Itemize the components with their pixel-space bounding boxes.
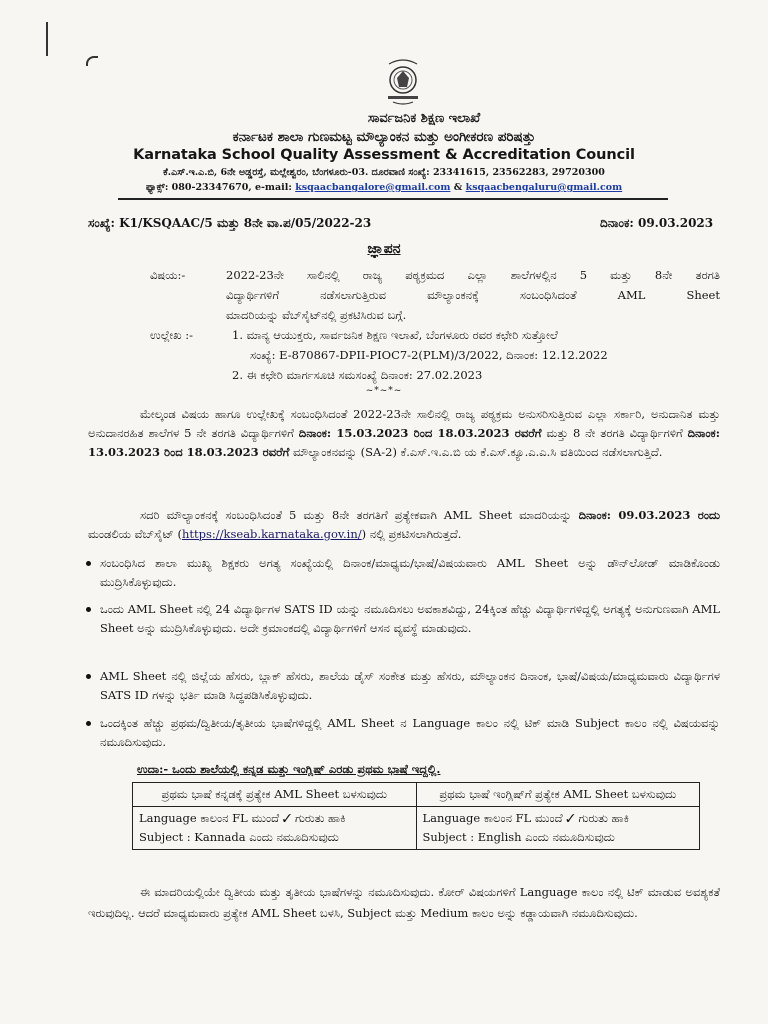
closing-paragraph: ಈ ಮಾದರಿಯಲ್ಲಿಯೇ ದ್ವಿತೀಯ ಮತ್ತು ತೃತೀಯ ಭಾಷೆಗಳನ್ನು ನಮೂದಿಸುವುದು. ಕೋರ್ ವಿಷಯಗಳಿಗೆ Language ಕಾಲಂ ನಲ್ಲಿ ಟಿಕ್ ಮಾಡುವ ಅವಶ್ಯಕತೆ ಇರುವುದಿಲ್ಲ. ಆದರೆ ಮಾಧ್ಯಮವಾರು ಪ್ರತ್ಯೇಕ AML Sheet ಬಳಸಿ, Subject ಮತ್ತು Medium ಕಾಲಂ ಅನ್ನು ಕಡ್ಡಾಯವಾಗಿ ನಮೂದಿಸುವುದು. xyxy=(88,885,720,920)
binder-mark xyxy=(46,22,48,56)
bullet-text: AML Sheet ನಲ್ಲಿ ಜಿಲ್ಲೆಯ ಹೆಸರು, ಬ್ಲಾಕ್ ಹೆಸರು, ಶಾಲೆಯ ಡೈಸ್ ಸಂಕೇತ ಮತ್ತು ಹೆಸರು, ಮೌಲ್ಯಾಂಕನ ದಿನಾಂಕ, ಭಾಷೆ/ವಿಷಯ/ಮಾಧ್ಯಮವಾರು ವಿದ್ಯಾರ್ಥಿಗಳ SATS ID ಗಳನ್ನು ಭರ್ತಿ ಮಾಡಿ ಸಿದ್ಧಪಡಿಸಿಕೊಳ್ಳುವುದು. xyxy=(100,669,720,702)
para1-text-2: ಮತ್ತು 8 ನೇ ತರಗತಿ ವಿದ್ಯಾರ್ಥಿಗಳಿಗೆ xyxy=(541,426,688,440)
cell-line: Language ಕಾಲಂನ FL ಮುಂದೆ ✓ ಗುರುತು ಹಾಕಿ xyxy=(139,811,346,825)
reference-item-1-number: ಸಂಖ್ಯೆ: E-870867-DPII-PIOC7-2(PLM)/3/2022, ದಿನಾಂಕ: 12.12.2022 xyxy=(250,348,608,362)
para2-text-3: ) ನಲ್ಲಿ ಪ್ರಕಟಿಸಲಾಗಿರುತ್ತದೆ. xyxy=(361,527,462,541)
subject-line-1: 2022-23ನೇ ಸಾಲಿನಲ್ಲಿ ರಾಜ್ಯ ಪಠ್ಯಕ್ರಮದ ಎಲ್ಲಾ ಶಾಲೆಗಳಲ್ಲಿನ 5 ಮತ್ತು 8ನೇ ತರಗತಿ xyxy=(226,268,720,282)
bullet-text: ಒಂದು AML Sheet ನಲ್ಲಿ 24 ವಿದ್ಯಾರ್ಥಿಗಳ SATS ID ಯನ್ನು ನಮೂದಿಸಲು ಅವಕಾಶವಿದ್ದು, 24ಕ್ಕಿಂತ ಹೆಚ್ಚು ವಿದ್ಯಾರ್ಥಿಗಳಿದ್ದಲ್ಲಿ ಅಗತ್ಯಕ್ಕೆ ಅನುಗುಣವಾಗಿ AML Sheet ಅನ್ನು ಮುದ್ರಿಸಿಕೊಳ್ಳುವುದು. ಅದೇ ಕ್ರಮಾಂಕದಲ್ಲಿ ವಿದ್ಯಾರ್ಥಿಗಳಿಗೆ ಆಸನ ವ್ಯವಸ್ಥೆ ಮಾಡುವುದು. xyxy=(100,602,720,635)
email-link-bangalore[interactable]: ksqaacbangalore@gmail.com xyxy=(295,182,451,193)
table-cell-kannada xyxy=(133,807,417,850)
separator: ~*~*~ xyxy=(365,386,403,396)
table-row xyxy=(133,783,700,807)
table-header-kannada: ಪ್ರಥಮ ಭಾಷೆ ಕನ್ನಡಕ್ಕೆ ಪ್ರತ್ಯೇಕ AML Sheet ಬಳಸುವುದು xyxy=(133,783,417,807)
para2-text-2: ಮಂಡಲಿಯ ವೆಬ್‌ಸೈಟ್ ( xyxy=(88,527,182,541)
document-date: ದಿನಾಂಕ: 09.03.2023 xyxy=(600,216,714,230)
council-name-kannada: ಕರ್ನಾಟಕ ಶಾಲಾ ಗುಣಮಟ್ಟ ಮೌಲ್ಯಾಂಕನ ಮತ್ತು ಅಂಗೀಕರಣ ಪರಿಷತ್ತು xyxy=(232,129,536,145)
subject-line-3: ಮಾದರಿಯನ್ನು ವೆಬ್‌ಸೈಟ್‌ನಲ್ಲಿ ಪ್ರಕಟಿಸಿರುವ ಬಗ್ಗೆ. xyxy=(226,308,407,322)
paragraph-website xyxy=(88,506,720,544)
subject-line-2: ವಿದ್ಯಾರ್ಥಿಗಳಿಗೆ ನಡೆಸಲಾಗುತ್ತಿರುವ ಮೌಲ್ಯಾಂಕನಕ್ಕೆ ಸಂಬಂಧಿಸಿದಂತೆ AML Sheet xyxy=(226,288,720,302)
para2-text-1: ಸದರಿ ಮೌಲ್ಯಾಂಕನಕ್ಕೆ ಸಂಬಂಧಿಸಿದಂತೆ 5 ಮತ್ತು 8ನೇ ತರಗತಿಗೆ ಪ್ರತ್ಯೇಕವಾಗಿ AML Sheet ಮಾದರಿಯನ್ನು xyxy=(140,508,579,522)
reference-number: ಸಂಖ್ಯೆ: K1/KSQAAC/5 ಮತ್ತು 8ನೇ ವಾ.ಪ/05/2022-23 xyxy=(88,216,372,230)
list-item xyxy=(100,714,720,752)
list-item xyxy=(100,554,720,592)
government-emblem-icon xyxy=(381,58,425,108)
scan-mark xyxy=(86,56,98,66)
ampersand: & xyxy=(450,182,466,193)
cell-line: Subject : Kannada ಎಂದು ನಮೂದಿಸುವುದು xyxy=(139,830,339,844)
council-address: ಕೆ.ಎಸ್.ಇ.ಎ.ಬಿ, 6ನೇ ಅಡ್ಡರಸ್ತೆ, ಮಲ್ಲೇಶ್ವರಂ, ಬೆಂಗಳೂರು-03. ದೂರವಾಣಿ ಸಂಖ್ಯೆ: 23341615, 23562283, 29720300 xyxy=(163,167,605,178)
bullet-text: ಸಂಬಂಧಿಸಿದ ಶಾಲಾ ಮುಖ್ಯ ಶಿಕ್ಷಕರು ಅಗತ್ಯ ಸಂಖ್ಯೆಯಲ್ಲಿ ದಿನಾಂಕ/ಮಾಧ್ಯಮ/ಭಾಷೆ/ವಿಷಯವಾರು AML Sheet ಅನ್ನು ಡೌನ್‌ಲೋಡ್ ಮಾಡಿಕೊಂಡು ಮುದ್ರಿಸಿಕೊಳ್ಳುವುದು. xyxy=(100,556,720,589)
bullet-dot xyxy=(86,721,91,726)
table-cell-english xyxy=(416,807,700,850)
table-header-english: ಪ್ರಥಮ ಭಾಷೆ ಇಂಗ್ಲಿಷ್‌ಗೆ ಪ್ರತ್ಯೇಕ AML Sheet ಬಳಸುವುದು xyxy=(416,783,700,807)
list-item xyxy=(100,667,720,705)
header-divider xyxy=(118,198,668,200)
para1-text-3: ಮೌಲ್ಯಾಂಕನವನ್ನು (SA-2) ಕೆ.ಎಸ್.ಇ.ಎ.ಬಿ ಯ ಕೆ.ಎಸ್.ಕ್ಯೂ.ಎ.ಎ.ಸಿ ವತಿಯಿಂದ ನಡೆಸಲಾಗುತ್ತಿದೆ. xyxy=(289,445,663,459)
bullet-dot xyxy=(86,674,91,679)
publish-date: ದಿನಾಂಕ: 09.03.2023 ರಂದು xyxy=(578,508,720,522)
bullet-dot xyxy=(86,561,91,566)
class8-dates: ದಿನಾಂಕ: 13.03.2023 ರಿಂದ 18.03.2023 ರವರೆಗೆ xyxy=(88,426,720,459)
document-title: ಜ್ಞಾಪನ xyxy=(367,241,401,257)
fax-label: ಫ್ಯಾಕ್ಸ್: 080-23347670, e-mail: xyxy=(145,182,296,193)
reference-item-1: 1. ಮಾನ್ಯ ಆಯುಕ್ತರು, ಸಾರ್ವಜನಿಕ ಶಿಕ್ಷಣ ಇಲಾಖೆ, ಬೆಂಗಳೂರು ರವರ ಕಛೇರಿ ಸುತ್ತೋಲೆ xyxy=(232,328,558,342)
list-item xyxy=(100,600,720,638)
subject-label: ವಿಷಯ:- xyxy=(150,268,186,282)
bullet-text: ಒಂದಕ್ಕಿಂತ ಹೆಚ್ಚು ಪ್ರಥಮ/ದ್ವಿತೀಯ/ತೃತೀಯ ಭಾಷೆಗಳಿದ್ದಲ್ಲಿ AML Sheet ನ Language ಕಾಲಂ ನಲ್ಲಿ ಟಿಕ್ ಮಾಡಿ Subject ಕಾಲಂ ನಲ್ಲಿ ವಿಷಯವನ್ನು ನಮೂದಿಸುವುದು. xyxy=(100,716,720,749)
class5-dates: ದಿನಾಂಕ: 15.03.2023 ರಿಂದ 18.03.2023 ರವರೆಗೆ xyxy=(298,426,542,440)
reference-item-2: 2. ಈ ಕಛೇರಿ ಮಾರ್ಗಸೂಚಿ ಸಮಸಂಖ್ಯೆ ದಿನಾಂಕ: 27.02.2023 xyxy=(232,368,483,382)
email-link-bengaluru[interactable]: ksqaacbengaluru@gmail.com xyxy=(465,182,623,193)
paragraph-schedule xyxy=(88,405,720,462)
reference-label: ಉಲ್ಲೇಖ :- xyxy=(150,328,194,342)
bullet-dot xyxy=(86,607,91,612)
council-name-english: Karnataka School Quality Assessment & Accreditation Council xyxy=(133,147,635,163)
example-heading: ಉದಾ:- ಒಂದು ಶಾಲೆಯಲ್ಲಿ ಕನ್ನಡ ಮತ್ತು ಇಂಗ್ಲಿಷ್ ಎರಡು ಪ್ರಥಮ ಭಾಷೆ ಇದ್ದಲ್ಲಿ. xyxy=(137,762,441,776)
cell-line: Subject : English ಎಂದು ನಮೂದಿಸುವುದು xyxy=(422,830,615,844)
website-link[interactable]: https://kseab.karnataka.gov.in/ xyxy=(181,527,362,541)
cell-line: Language ಕಾಲಂನ FL ಮುಂದೆ ✓ ಗುರುತು ಹಾಕಿ xyxy=(422,811,629,825)
contact-line xyxy=(0,182,768,193)
para1-text-1: ಮೇಲ್ಕಂಡ ವಿಷಯ ಹಾಗೂ ಉಲ್ಲೇಖಕ್ಕೆ ಸಂಬಂಧಿಸಿದಂತೆ 2022-23ನೇ ಸಾಲಿನಲ್ಲಿ ರಾಜ್ಯ ಪಠ್ಯಕ್ರಮ ಅನುಸರಿಸುತ್ತಿರುವ ಎಲ್ಲಾ ಸರ್ಕಾರಿ, ಅನುದಾನಿತ ಮತ್ತು ಅನುದಾನರಹಿತ ಶಾಲೆಗಳ 5 ನೇ ತರಗತಿ ವಿದ್ಯಾರ್ಥಿಗಳಿಗೆ xyxy=(88,407,720,440)
table-row xyxy=(133,807,700,850)
department-name: ಸಾರ್ವಜನಿಕ ಶಿಕ್ಷಣ ಇಲಾಖೆ xyxy=(367,111,481,126)
language-example-table xyxy=(132,782,700,850)
